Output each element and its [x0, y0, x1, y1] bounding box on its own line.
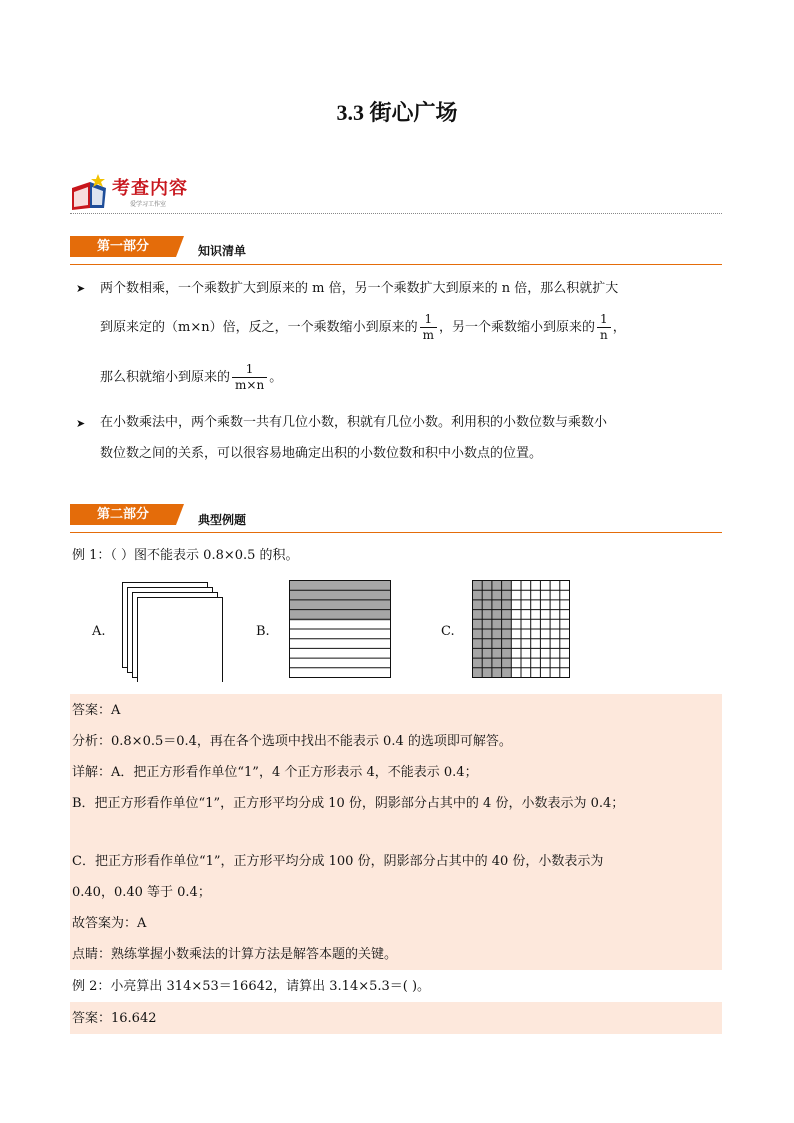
divider: [70, 213, 722, 214]
frac3-num: 1: [232, 362, 267, 378]
point1-line3-a: 那么积就缩小到原来的: [100, 370, 231, 385]
fraction-1-over-n: [597, 312, 611, 343]
point1-line2: [100, 312, 626, 343]
example1-conclusion: 故答案为：A: [72, 916, 147, 931]
point2-line2: 数位数之间的关系，可以很容易地确定出积的小数位数和积中小数点的位置。: [100, 446, 543, 461]
page-title: 3.3 街心广场: [336, 100, 458, 125]
section1-label: 知识清单: [198, 244, 247, 258]
example1-question: 例 1：（ ）图不能表示 0.8×0.5 的积。: [72, 548, 299, 563]
example2-answer: 答案：16.642: [72, 1011, 157, 1026]
point2-line1: 在小数乘法中，两个乘数一共有几位小数，积就有几位小数。利用积的小数位数与乘数小: [100, 415, 608, 430]
bullet-arrow-icon: ➤: [76, 417, 86, 430]
frac1-den: m: [422, 328, 434, 342]
point1-line3-b: 。: [269, 370, 283, 385]
fraction-1-over-m: [420, 312, 437, 343]
figure-c-hundred-grid: [472, 580, 572, 680]
frac1-num: 1: [420, 312, 437, 328]
example1-analysis: 分析：0.8×0.5＝0.4，再在各个选项中找出不能表示 0.4 的选项即可解答。: [72, 734, 512, 749]
fraction-1-over-mn: [232, 362, 267, 393]
example1-comment: 点睛：熟练掌握小数乘法的计算方法是解答本题的关键。: [72, 947, 398, 962]
section1-line: [70, 264, 722, 265]
figure-b-ten-strips: [289, 580, 393, 680]
example1-detail-a: 详解：A．把正方形看作单位“1”，4 个正方形表示 4，不能表示 0.4；: [72, 765, 478, 780]
example2-question: 例 2：小亮算出 314×53＝16642，请算出 3.14×5.3＝( )。: [72, 979, 431, 994]
point1-line1: 两个数相乘，一个乘数扩大到原来的 m 倍，另一个乘数扩大到原来的 n 倍，那么积就扩大: [100, 281, 619, 296]
example1-answer: 答案：A: [72, 703, 121, 718]
bullet-arrow-icon: ➤: [76, 282, 86, 295]
section1-bar: 第一部分: [70, 236, 176, 257]
frac3-den: m×n: [235, 378, 265, 392]
section2-bar: 第二部分: [70, 504, 176, 525]
frac2-den: n: [600, 328, 608, 342]
example2-answer-box: [70, 1002, 722, 1034]
point1-line2-a: 到原来定的（m×n）倍，反之，一个乘数缩小到原来的: [100, 320, 418, 335]
option-b-label: B.: [256, 624, 270, 639]
frac2-tail: ，: [612, 320, 626, 335]
option-a-label: A.: [92, 624, 106, 639]
option-c-label: C.: [441, 624, 455, 639]
point1-line3: [100, 362, 282, 393]
section2-line: [70, 532, 722, 533]
example1-detail-b: B．把正方形看作单位“1”，正方形平均分成 10 份，阴影部分占其中的 4 份，小数表示为 0.4；: [72, 796, 625, 811]
point1-line2-b: ，另一个乘数缩小到原来的: [438, 320, 595, 335]
figure-a-four-squares: [120, 580, 228, 682]
book-logo-icon: [68, 172, 110, 212]
frac2-num: 1: [597, 312, 611, 328]
example1-detail-c2: 0.40，0.40 等于 0.4；: [72, 885, 211, 900]
section2-label: 典型例题: [198, 513, 247, 527]
logo-subtitle: 爱学习工作室: [130, 201, 167, 208]
example1-detail-c1: C．把正方形看作单位“1”，正方形平均分成 100 份，阴影部分占其中的 40 份，小数表示为: [72, 854, 604, 869]
logo-text: 考查内容: [112, 178, 188, 199]
